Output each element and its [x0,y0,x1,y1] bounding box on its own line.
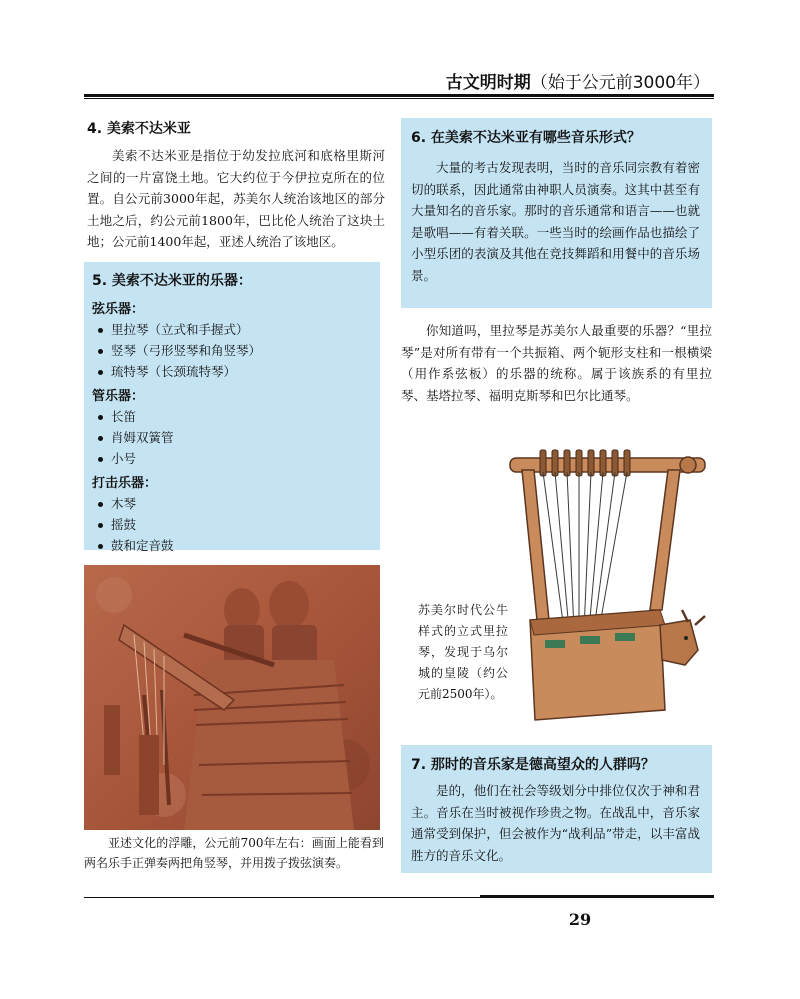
list-item: 肖姆双簧管 [92,427,370,448]
list-item: 长笛 [92,406,370,427]
relief-illustration [84,565,380,830]
list-item: 木琴 [92,493,370,514]
header-rule [84,94,714,97]
section-7-box [401,745,712,873]
category-strings: 弦乐器： [92,302,145,317]
chapter-title [410,68,710,93]
category-winds: 管乐器： [92,389,145,404]
category-percussion: 打击乐器： [92,476,158,491]
list-item: 竖琴（弓形竖琴和角竖琴） [92,340,370,361]
section-5-heading: 5. 美索不达米亚的乐器： [92,273,252,289]
lyre-paragraph: 你知道吗，里拉琴是苏美尔人最重要的乐器？“里拉琴”是对所有带有一个共振箱、两个轭形支柱和一根横梁（用作系弦板）的乐器的统称。属于该族系的有里拉琴、基塔拉琴、福明克斯琴和巴尔比通琴。 [401,323,712,403]
assyrian-relief-image [84,565,380,830]
chapter-title-period: （始于公元前3000年） [530,73,710,93]
section-7-paragraph: 是的，他们在社会等级划分中排位仅次于神和君主。音乐在当时被视作珍贵之物。在战乱中，音乐家通常受到保护，但会被作为“战利品”带走，以丰富战胜方的音乐文化。 [411,783,700,863]
lyre-illustration [500,440,715,725]
section-7-heading: 7. 那时的音乐家是德高望众的人群吗？ [411,757,655,773]
list-item: 鼓和定音鼓 [92,535,370,556]
section-5-box [84,262,380,553]
bullet-icon [98,523,103,528]
list-item: 琉特琴（长颈琉特琴） [92,361,370,382]
bullet-icon [98,415,103,420]
section-7-body [411,780,700,866]
section-4-paragraph: 美索不达米亚是指位于幼发拉底河和底格里斯河之间的一片富饶土地。它大约位于今伊拉克所在的位置。自公元前3000年起，苏美尔人统治该地区的部分土地之后，约公元前1800年，巴比伦人统治了这块土地；公元前1400年起，亚述人统治了该地区。 [87,148,385,249]
section-6-body [411,157,700,286]
footer-rule-thick [480,895,714,898]
bullet-icon [98,457,103,462]
relief-caption: 亚述文化的浮雕，公元前700年左右：画面上能看到两名乐手正弹奏两把角竖琴，并用拨子拨弦演奏。 [84,836,384,870]
bullet-icon [98,349,103,354]
lyre-text [401,320,712,406]
header-rule-thin [84,98,714,99]
list-item: 小号 [92,448,370,469]
section-4-body [87,145,385,253]
bullet-icon [98,328,103,333]
section-6-heading: 6. 在美索不达米亚有哪些音乐形式？ [411,130,641,146]
page-number: 29 [568,910,592,929]
section-6-paragraph: 大量的考古发现表明，当时的音乐同宗教有着密切的联系，因此通常由神职人员演奏。这其中甚至有大量知名的音乐家。那时的音乐通常和语言——也就是歌唱——有着关联。一些当时的绘画作品也描绘了小型乐团的表演及其他在竞技舞蹈和用餐中的音乐场景。 [411,160,700,283]
list-item: 里拉琴（立式和手握式） [92,319,370,340]
chapter-title-main: 古文明时期 [445,73,531,93]
section-6-box [401,118,712,308]
bull-lyre-drawing [500,440,715,725]
bullet-icon [98,436,103,441]
bullet-icon [98,544,103,549]
section-4-heading: 4. 美索不达米亚 [87,121,191,137]
list-item: 摇鼓 [92,514,370,535]
bullet-icon [98,370,103,375]
lyre-caption: 苏美尔时代公牛样式的立式里拉琴，发现于乌尔城的皇陵（约公元前2500年）。 [418,603,508,701]
bullet-icon [98,502,103,507]
instrument-list [92,298,370,556]
